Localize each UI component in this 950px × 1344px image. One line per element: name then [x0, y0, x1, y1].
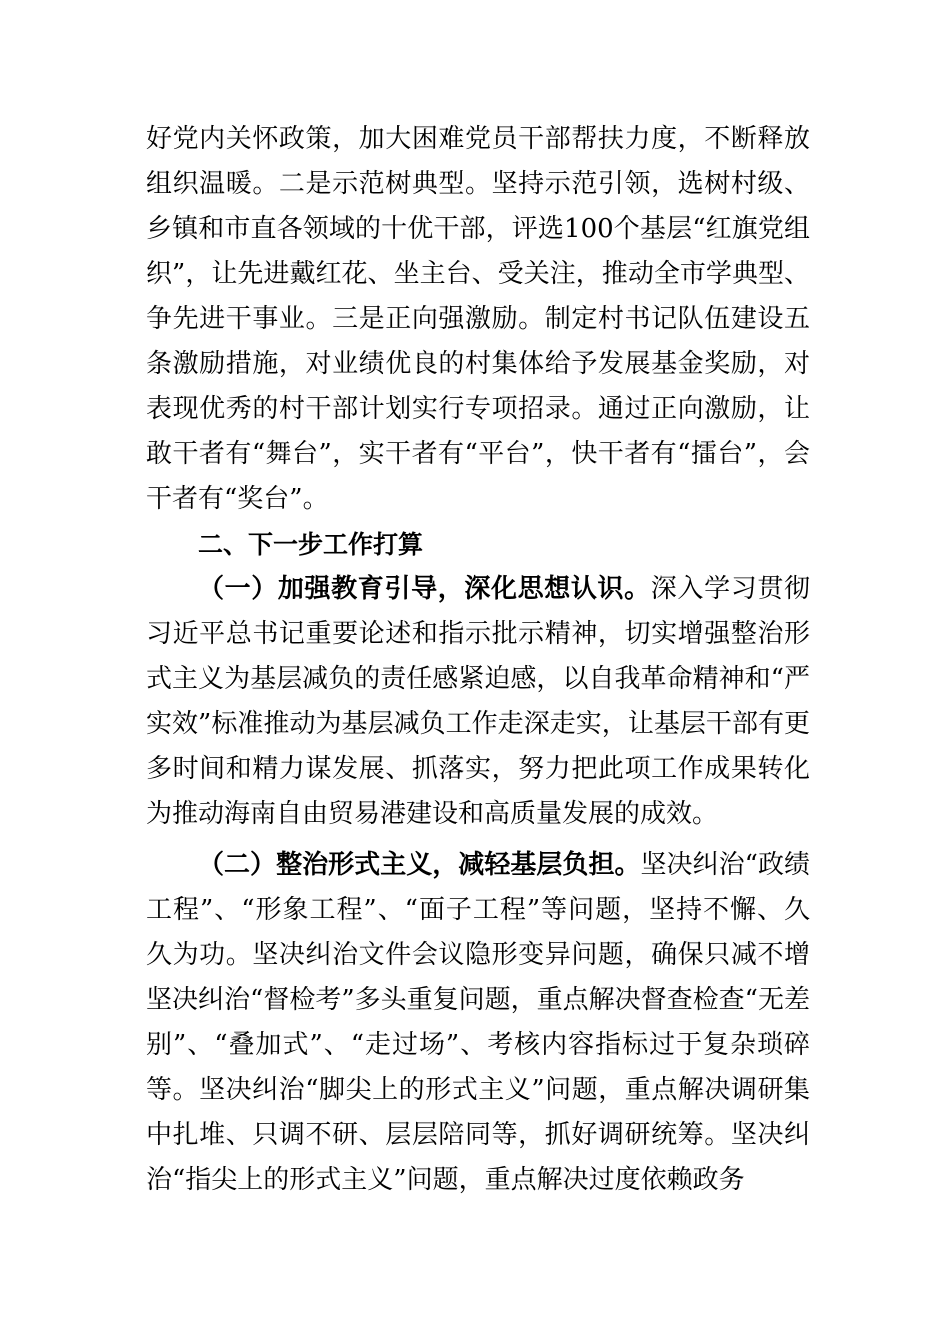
item-2-body: 坚决纠治“政绩工程”、“形象工程”、“面子工程”等问题，坚持不懈、久久为功。坚决纠治文件会议隐形变异问题，确保只减不增坚决纠治“督检考”多头重复问题，重点解决督查检查“无差别”、“叠加式”、“走过场”、考核内容指标过于复杂琐碎等。坚决纠治“脚尖上的形式主义”问题，重点解决调研集中扎堆、只调不研、层层陪同等，抓好调研统筹。坚决纠治“指尖上的形式主义”问题，重点解决过度依赖政务 [146, 850, 810, 1195]
item-2-title: （二）整治形式主义，减轻基层负担。 [198, 850, 641, 880]
item-1-body: 深入学习贯彻习近平总书记重要论述和指示批示精神，切实增强整治形式主义为基层减负的责任感紧迫感，以自我革命精神和“严实效”标准推动为基层减负工作走深走实，让基层干部有更多时间和精力谋发展、抓落实，努力把此项工作成果转化为推动海南自由贸易港建设和高质量发展的成效。 [146, 574, 810, 829]
item-1-title: （一）加强教育引导，深化思想认识。 [198, 574, 651, 604]
section-heading: 二、下一步工作打算 [198, 530, 424, 559]
document-page [146, 117, 810, 1203]
paragraph-continuation: 好党内关怀政策，加大困难党员干部帮扶力度，不断释放组织温暖。二是示范树典型。坚持示范引领，选树村级、乡镇和市直各领域的十优干部，评选100个基层“红旗党组织”，让先进戴红花、坐主台、受关注，推动全市学典型、争先进干事业。三是正向强激励。制定村书记队伍建设五条激励措施，对业绩优良的村集体给予发展基金奖励，对表现优秀的村干部计划实行专项招录。通过正向激励，让敢干者有“舞台”，实干者有“平台”，快干者有“擂台”，会干者有“奖台”。 [146, 124, 810, 514]
item-1-paragraph [146, 567, 810, 837]
item-2-paragraph [146, 843, 810, 1203]
